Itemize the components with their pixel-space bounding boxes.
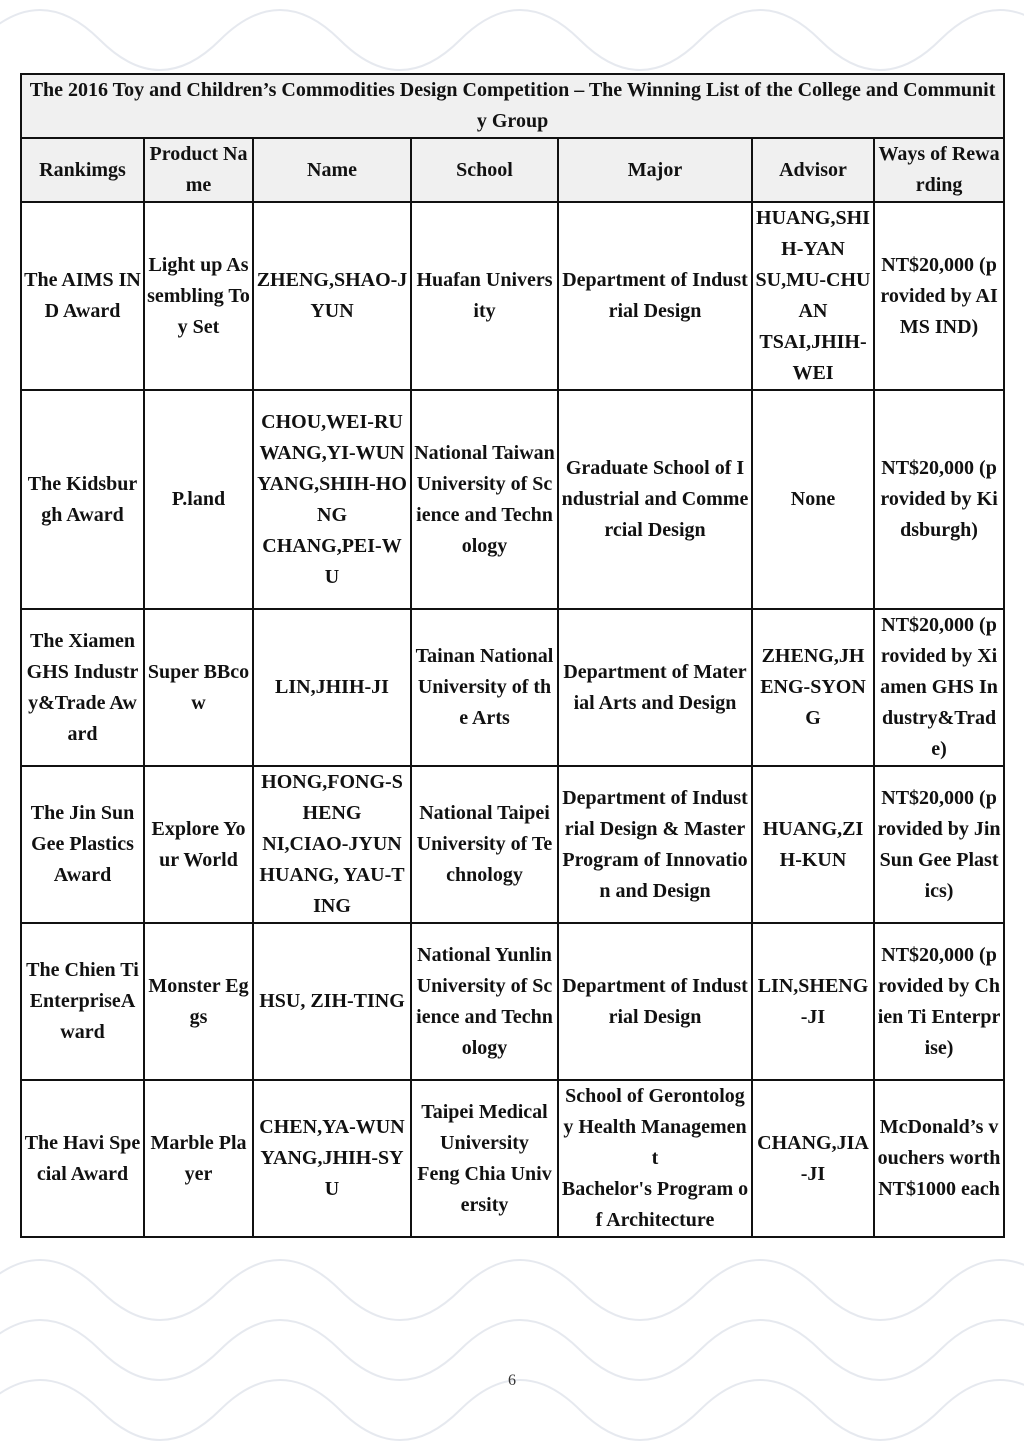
- header-name: Name: [253, 138, 411, 202]
- advisor-name: HUANG,ZIH-KUN: [762, 817, 864, 871]
- advisor-cell: [752, 609, 874, 766]
- reward-cell: McDonald’s vouchers worth NT$1000 each: [874, 1080, 1004, 1237]
- student-name: LIN,JHIH-JI: [275, 676, 389, 698]
- advisor-cell: [752, 1080, 874, 1237]
- table-row: [21, 1080, 1004, 1237]
- school-name: Taipei Medical University: [421, 1100, 548, 1154]
- advisor-cell: [752, 923, 874, 1080]
- advisor-name: ZHENG,JHENG-SYONG: [760, 645, 866, 729]
- reward-cell: NT$20,000 (provided by Xiamen GHS Industry&Trade): [874, 609, 1004, 766]
- product-cell: P.land: [144, 390, 253, 609]
- student-name: NI,CIAO-JYUN: [262, 833, 402, 855]
- major-cell: [558, 1080, 752, 1237]
- reward-cell: NT$20,000 (provided by AIMS IND): [874, 202, 1004, 390]
- advisor-name: HUANG,SHIH-YAN: [756, 207, 870, 260]
- student-name: YANG,JHIH-SYU: [260, 1147, 404, 1200]
- table-row: [21, 390, 1004, 609]
- header-rankings: Rankimgs: [21, 138, 144, 202]
- header-product-name: Product Name: [144, 138, 253, 202]
- product-cell: Light up Assembling Toy Set: [144, 202, 253, 390]
- table-row: [21, 766, 1004, 923]
- advisor-name: None: [790, 488, 836, 510]
- name-cell: [253, 202, 411, 390]
- major-cell: Department of Industrial Design: [558, 923, 752, 1080]
- reward-cell: NT$20,000 (provided by Chien Ti Enterprise): [874, 923, 1004, 1080]
- reward-cell: NT$20,000 (provided by Jin Sun Gee Plastics): [874, 766, 1004, 923]
- major-cell: Department of Material Arts and Design: [558, 609, 752, 766]
- school-cell: National Taipei University of Technology: [411, 766, 558, 923]
- school-cell: Huafan University: [411, 202, 558, 390]
- student-name: YANG,SHIH-HONG: [257, 472, 407, 526]
- ranking-cell: The Chien Ti EnterpriseAward: [21, 923, 144, 1080]
- school-name: Feng Chia University: [417, 1162, 552, 1216]
- table-row: [21, 202, 1004, 390]
- major-cell: Department of Industrial Design: [558, 202, 752, 390]
- student-name: HUANG, YAU-TING: [259, 864, 405, 917]
- name-cell: [253, 1080, 411, 1237]
- header-reward: Ways of Rewarding: [874, 138, 1004, 202]
- product-cell: Super BBcow: [144, 609, 253, 766]
- student-name: HONG,FONG-SHENG: [261, 771, 403, 824]
- advisor-cell: [752, 766, 874, 923]
- ranking-cell: The Kidsburgh Award: [21, 390, 144, 609]
- header-advisor: Advisor: [752, 138, 874, 202]
- ranking-cell: The AIMS IND Award: [21, 202, 144, 390]
- name-cell: [253, 766, 411, 923]
- student-name: HSU, ZIH-TING: [259, 990, 405, 1012]
- school-cell: National Yunlin University of Science and Technology: [411, 923, 558, 1080]
- title-row: [21, 74, 1004, 138]
- advisor-cell: [752, 202, 874, 390]
- ranking-cell: The Jin Sun Gee Plastics Award: [21, 766, 144, 923]
- major-cell: Department of Industrial Design & Master Program of Innovation and Design: [558, 766, 752, 923]
- advisor-name: TSAI,JHIH-WEI: [759, 331, 867, 384]
- ranking-cell: The Xiamen GHS Industry&Trade Award: [21, 609, 144, 766]
- winners-table: [20, 73, 1005, 1238]
- student-name: CHEN,YA-WUN: [259, 1116, 405, 1138]
- name-cell: [253, 923, 411, 1080]
- major-cell: Graduate School of Industrial and Commercial Design: [558, 390, 752, 609]
- header-row: [21, 138, 1004, 202]
- school-cell: National Taiwan University of Science and Technology: [411, 390, 558, 609]
- advisor-name: LIN,SHENG-JI: [757, 974, 869, 1028]
- product-cell: Monster Eggs: [144, 923, 253, 1080]
- student-name: CHOU,WEI-RU: [261, 410, 403, 433]
- student-name: ZHENG,SHAO-JYUN: [256, 269, 408, 322]
- table-title: The 2016 Toy and Children’s Commodities Design Competition – The Winning List of the College and Community Group: [21, 74, 1004, 138]
- reward-cell: NT$20,000 (provided by Kidsburgh): [874, 390, 1004, 609]
- ranking-cell: The Havi Special Award: [21, 1080, 144, 1237]
- major-name: School of Gerontology Health Management: [563, 1085, 747, 1169]
- advisor-name: CHANG,JIA-JI: [757, 1131, 869, 1185]
- advisor-name: SU,MU-CHUAN: [755, 269, 871, 322]
- school-cell: [411, 1080, 558, 1237]
- header-school: School: [411, 138, 558, 202]
- table-row: [21, 923, 1004, 1080]
- header-major: Major: [558, 138, 752, 202]
- product-cell: Marble Player: [144, 1080, 253, 1237]
- student-name: WANG,YI-WUN: [259, 441, 405, 464]
- major-name: Bachelor's Program of Architecture: [561, 1178, 749, 1231]
- name-cell: [253, 390, 411, 609]
- page-number: 6: [508, 1372, 516, 1389]
- student-name: CHANG,PEI-WU: [262, 534, 402, 588]
- advisor-cell: [752, 390, 874, 609]
- product-cell: Explore Your World: [144, 766, 253, 923]
- school-cell: Tainan National University of the Arts: [411, 609, 558, 766]
- name-cell: [253, 609, 411, 766]
- table-row: [21, 609, 1004, 766]
